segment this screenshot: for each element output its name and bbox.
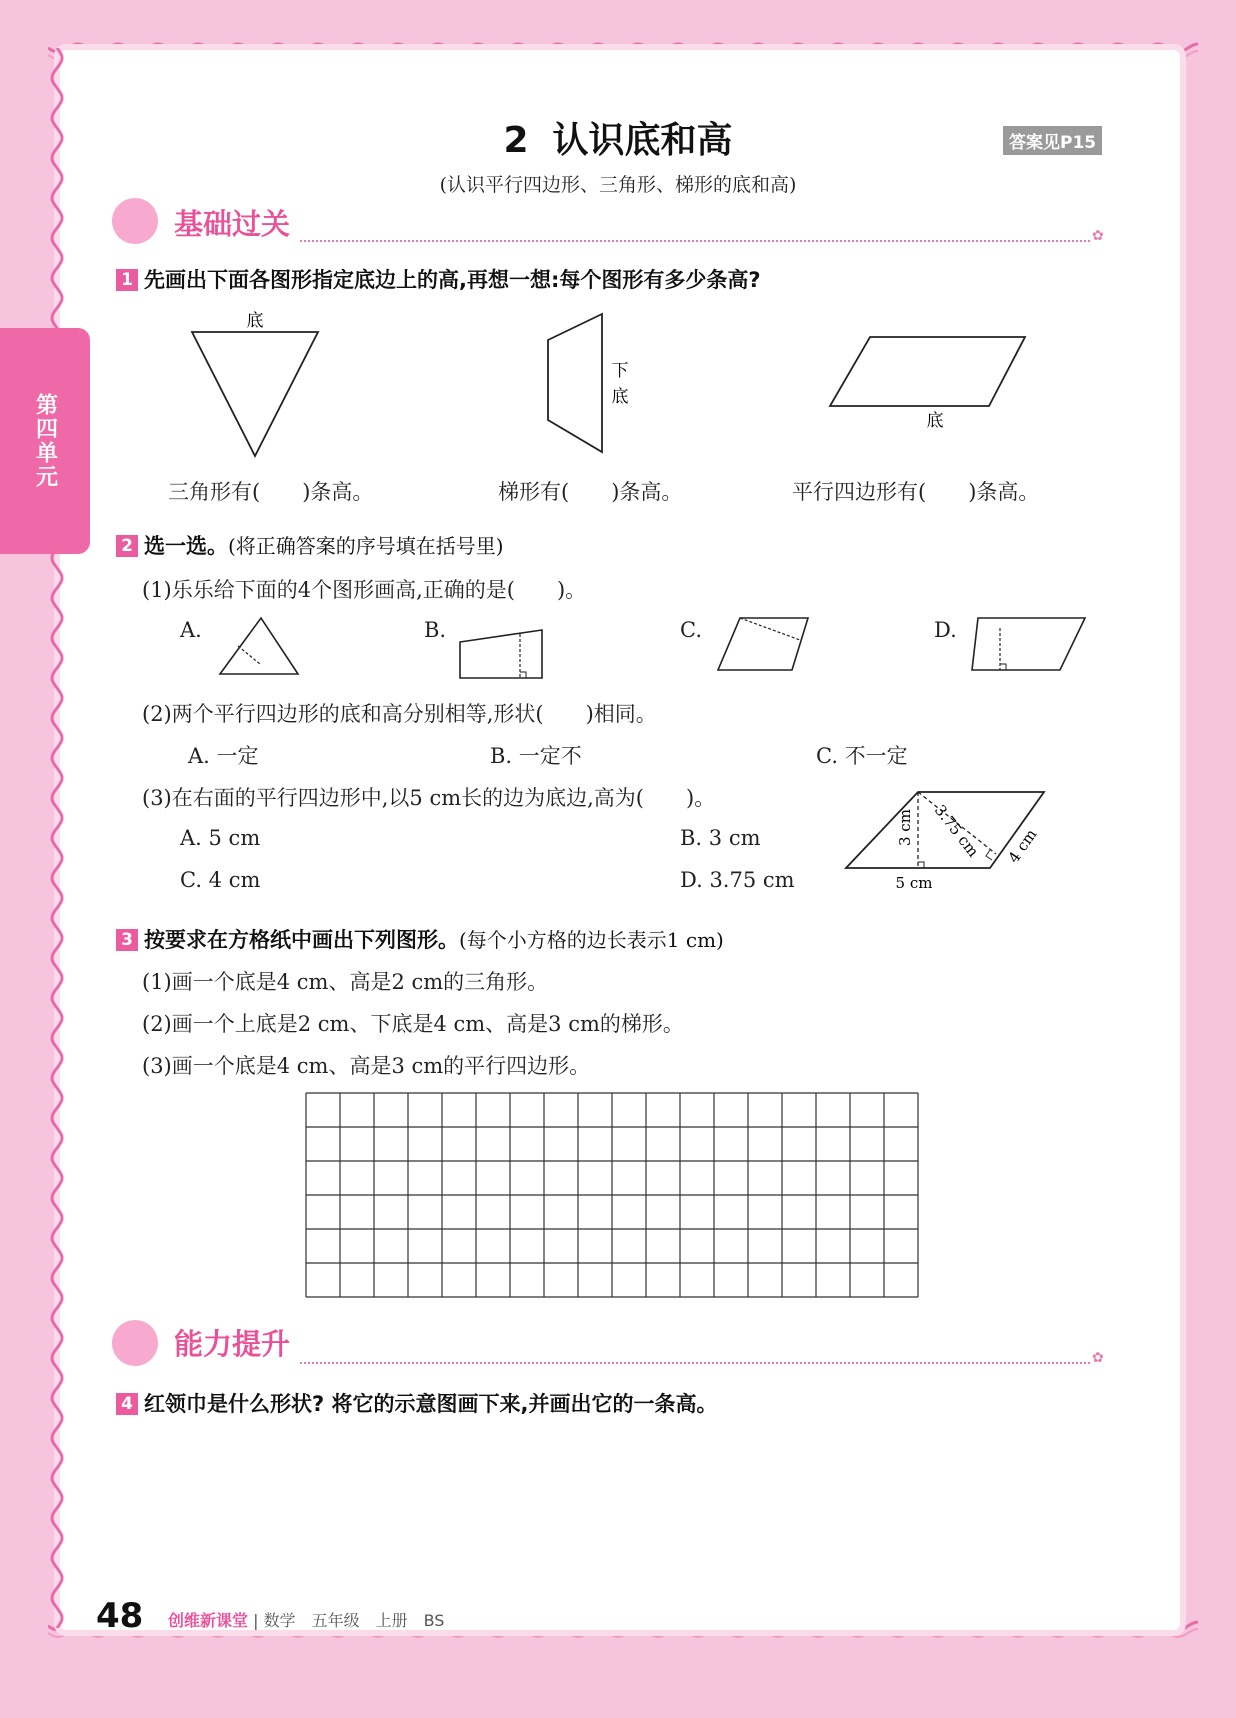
footer-book-info: 数学 五年级 上册 BS (263, 1611, 445, 1630)
lesson-title-text: 认识底和高 (552, 120, 733, 161)
sub3-label-h1: 3 cm (896, 809, 914, 846)
footer-brand: 创维新课堂 (168, 1611, 249, 1630)
q2-sub1-option-a[interactable]: A. (180, 618, 202, 642)
q2-sub1-figures (210, 610, 1110, 680)
q3-grid-paper[interactable] (305, 1092, 919, 1300)
q1-triangle (192, 332, 318, 456)
q2-sub3-option-b[interactable]: B. 3 cm (680, 826, 761, 850)
q1-parallelogram (830, 337, 1025, 406)
q2-sub1-option-d[interactable]: D. (934, 618, 957, 642)
q2-sub3-option-a[interactable]: A. 5 cm (180, 826, 261, 850)
question-4-text: 红领巾是什么形状? 将它的示意图画下来,并画出它的一条高。 (144, 1392, 718, 1416)
section-divider (300, 240, 1090, 242)
q2-sub1-text[interactable]: (1)乐乐给下面的4个图形画高,正确的是( )。 (142, 578, 587, 602)
flower-icon: ✿ (1092, 228, 1104, 244)
q2-sub1-option-b[interactable]: B. (424, 618, 447, 642)
unit-tab-label: 第四单元 (32, 393, 58, 489)
question-2-instruction: (将正确答案的序号填在括号里) (228, 534, 504, 558)
q2-sub3-text[interactable]: (3)在右面的平行四边形中,以5 cm长的边为底边,高为( )。 (142, 786, 716, 810)
q2-sub3-option-d[interactable]: D. 3.75 cm (680, 868, 795, 892)
option-d-right-angle (1000, 664, 1006, 670)
sub3-label-h2: 3.75 cm (930, 801, 983, 861)
question-number-badge: 3 (116, 929, 138, 951)
footer-info (168, 1608, 444, 1631)
option-b-trapezoid (460, 630, 542, 678)
trapezoid-base-label-1: 下 (611, 361, 629, 381)
question-3 (116, 924, 724, 954)
q2-sub2-option-a[interactable]: A. 一定 (188, 744, 259, 768)
option-b-right-angle (520, 672, 526, 678)
q2-sub3-option-c[interactable]: C. 4 cm (180, 868, 261, 892)
q1-trapezoid (548, 314, 602, 452)
q2-sub1-option-c[interactable]: C. (680, 618, 702, 642)
q1-answer-triangle[interactable]: 三角形有( )条高。 (168, 480, 374, 504)
answer-reference-badge: 答案见P15 (1003, 126, 1102, 155)
unit-side-tab (0, 328, 90, 554)
question-number-badge: 1 (116, 269, 138, 291)
option-d-parallelogram (972, 618, 1085, 670)
question-3-title: 按要求在方格纸中画出下列图形。 (144, 928, 459, 952)
q2-sub2-option-c[interactable]: C. 不一定 (816, 744, 908, 768)
q2-sub3-parallelogram-figure (840, 780, 1060, 900)
q1-answer-parallelogram[interactable]: 平行四边形有( )条高。 (792, 480, 1040, 504)
sub3-right-angle-1 (918, 862, 924, 868)
question-4 (116, 1388, 717, 1418)
q3-item-2: (2)画一个上底是2 cm、下底是4 cm、高是3 cm的梯形。 (142, 1012, 684, 1036)
q1-figures (150, 300, 1130, 470)
option-a-height (238, 646, 260, 664)
question-2-title: 选一选。 (144, 534, 228, 558)
footer-separator: | (248, 1611, 264, 1630)
option-a-triangle (220, 618, 298, 674)
q1-answer-trapezoid[interactable]: 梯形有( )条高。 (498, 480, 683, 504)
trapezoid-base-label-2: 底 (611, 387, 629, 407)
question-3-instruction: (每个小方格的边长表示1 cm) (459, 928, 724, 952)
q2-sub2-text[interactable]: (2)两个平行四边形的底和高分别相等,形状( )相同。 (142, 702, 657, 726)
q3-item-3: (3)画一个底是4 cm、高是3 cm的平行四边形。 (142, 1054, 591, 1078)
mascot-icon (112, 198, 158, 244)
section-divider (300, 1362, 1090, 1364)
section-ability-header (112, 1320, 158, 1366)
sub3-right-angle-2 (986, 850, 992, 860)
section-basic-title: 基础过关 (174, 207, 291, 241)
mascot-icon (112, 1320, 158, 1366)
section-ability-title: 能力提升 (174, 1327, 291, 1361)
q4-answer-area[interactable] (140, 1430, 1100, 1580)
question-1 (116, 264, 761, 294)
section-basic-header (112, 198, 158, 244)
lesson-number: 2 (503, 120, 529, 161)
lesson-subtitle: (认识平行四边形、三角形、梯形的底和高) (439, 174, 797, 196)
q3-item-1: (1)画一个底是4 cm、高是2 cm的三角形。 (142, 970, 549, 994)
question-2 (116, 530, 504, 560)
parallelogram-base-label: 底 (926, 411, 944, 431)
option-c-parallelogram (718, 618, 808, 670)
q2-sub2-option-b[interactable]: B. 一定不 (490, 744, 582, 768)
flower-icon: ✿ (1092, 1350, 1104, 1366)
sub3-label-side: 4 cm (1004, 825, 1041, 867)
question-number-badge: 4 (116, 1393, 138, 1415)
page-number: 48 (96, 1596, 144, 1636)
option-c-height (740, 618, 800, 640)
sub3-label-base: 5 cm (895, 874, 933, 892)
question-1-text: 先画出下面各图形指定底边上的高,再想一想:每个图形有多少条高? (144, 268, 761, 292)
wavy-border-left (46, 48, 68, 1628)
question-number-badge: 2 (116, 535, 138, 557)
triangle-base-label: 底 (246, 311, 264, 331)
